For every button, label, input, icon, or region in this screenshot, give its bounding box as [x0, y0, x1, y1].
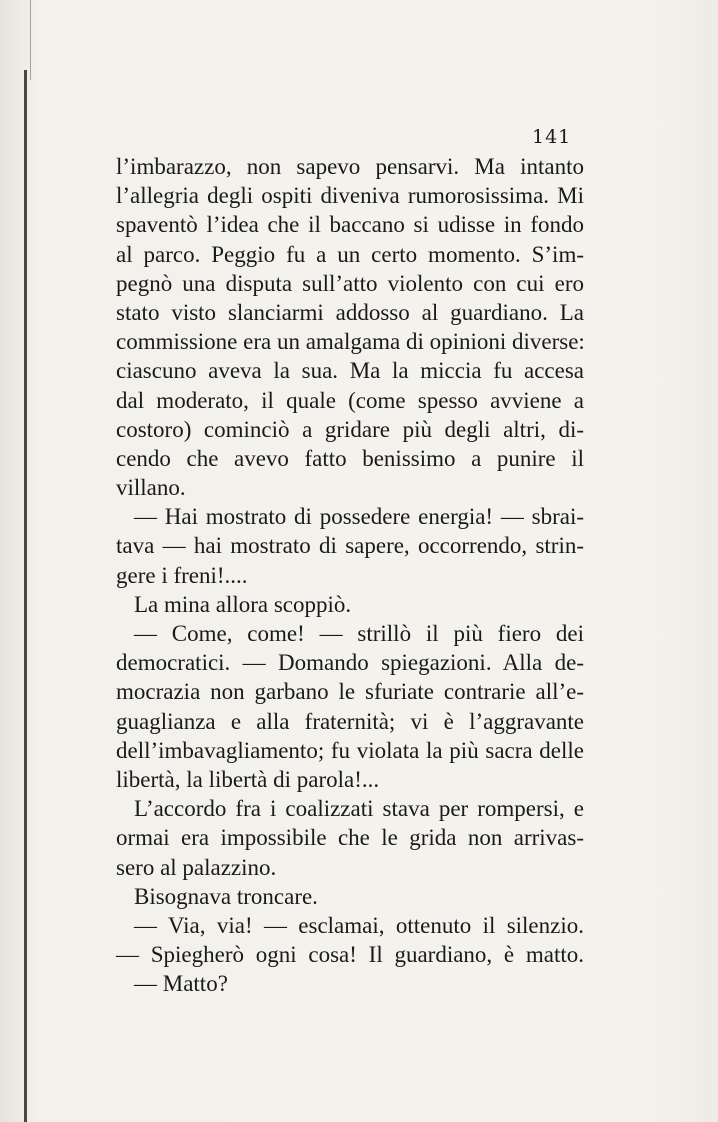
text-line: dal moderato, il quale (come spesso avviene a	[116, 387, 584, 413]
text-line: pegnò una disputa sull’atto violento con cui ero	[116, 270, 584, 296]
text-line: L’accordo fra i coalizzati stava per rompersi, e	[134, 796, 584, 822]
page-edge-shadow	[30, 0, 31, 80]
text-line: spaventò l’idea che il baccano si udisse in fondo	[116, 212, 584, 238]
text-line: sero al palazzino.	[116, 854, 277, 880]
text-line: mocrazia non garbano le sfuriate contrarie all’e-	[116, 679, 584, 705]
text-line: l’imbarazzo, non sapevo pensarvi. Ma intanto	[116, 154, 584, 179]
text-line: ciascuno aveva la sua. Ma la miccia fu accesa	[116, 358, 584, 384]
text-line: gere i freni!....	[116, 562, 248, 588]
body-text	[116, 152, 584, 998]
page-number: 141	[532, 126, 572, 148]
text-line: costoro) cominciò a gridare più degli altri, di-	[116, 416, 584, 442]
text-line: La mina allora scoppiò.	[134, 591, 352, 617]
text-line: — Spiegherò ogni cosa! Il guardiano, è matto.	[116, 942, 584, 968]
text-line: al parco. Peggio fu a un certo momento. S’im-	[116, 241, 584, 267]
text-line: stato visto slanciarmi addosso al guardiano. La	[116, 299, 584, 325]
text-line: guaglianza e alla fraternità; vi è l’aggravante	[116, 708, 584, 734]
text-line: democratici. — Domando spiegazioni. Alla de-	[116, 650, 584, 676]
text-line: — Come, come! — strillò il più fiero dei	[134, 621, 584, 646]
text-line: cendo che avevo fatto benissimo a punire il	[116, 445, 584, 471]
text-line: — Hai mostrato di possedere energia! — sbrai-	[134, 504, 584, 530]
text-line: ormai era impossibile che le grida non arrivas-	[116, 825, 584, 851]
text-line: l’allegria degli ospiti diveniva rumorosissima. Mi	[116, 183, 584, 209]
binding-edge-line	[24, 70, 27, 1122]
text-line: — Via, via! — esclamai, ottenuto il silenzio.	[134, 912, 584, 938]
text-line: villano.	[116, 475, 186, 501]
text-line: Bisognava troncare.	[134, 883, 318, 909]
text-line: tava — hai mostrato di sapere, occorrendo, strin-	[116, 533, 584, 559]
text-line: commissione era un amalgama di opinioni diverse:	[116, 329, 585, 355]
text-line: — Matto?	[134, 971, 228, 997]
text-line: libertà, la libertà di parola!...	[116, 766, 380, 792]
text-line: dell’imbavagliamento; fu violata la più sacra delle	[116, 737, 584, 763]
